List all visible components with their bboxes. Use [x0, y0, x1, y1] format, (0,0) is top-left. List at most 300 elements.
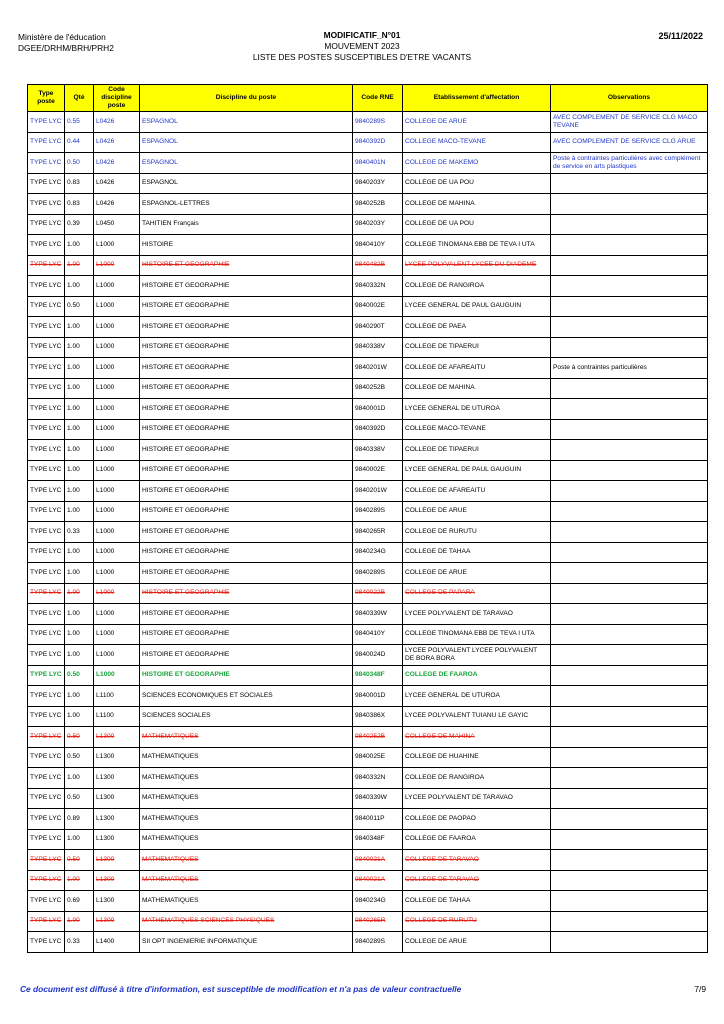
cell-type: TYPE LYC [28, 583, 65, 604]
cell-etablissement: COLLEGE DE MAHINA [403, 378, 551, 399]
table-row [28, 829, 708, 850]
cell-discipline: ESPAGNOL [140, 153, 353, 174]
cell-etablissement: COLLEGE DE RANGIROA [403, 276, 551, 297]
cell-rne: 9840338V [353, 440, 403, 461]
table-row [28, 727, 708, 748]
cell-code: L1000 [94, 583, 140, 604]
table-row [28, 214, 708, 235]
cell-etablissement: COLLEGE DE AFAREAITU [403, 481, 551, 502]
cell-observations [551, 932, 708, 953]
cell-qte: 1.00 [65, 563, 94, 584]
cell-rne: 9840290T [353, 317, 403, 338]
cell-discipline: HISTOIRE ET GEOGRAPHIE [140, 542, 353, 563]
cell-discipline: HISTOIRE ET GEOGRAPHIE [140, 440, 353, 461]
cell-qte: 1.00 [65, 870, 94, 891]
cell-observations: AVEC COMPLEMENT DE SERVICE CLG ARUE [551, 132, 708, 153]
cell-type: TYPE LYC [28, 891, 65, 912]
cell-rne: 9840410Y [353, 624, 403, 645]
cell-etablissement: LYCEE POLYVALENT LYCEE POLYVALENT DE BORA BORA [403, 645, 551, 666]
cell-code: L1000 [94, 317, 140, 338]
table-row [28, 378, 708, 399]
header-titles [0, 30, 724, 63]
cell-discipline: HISTOIRE ET GEOGRAPHIE [140, 645, 353, 666]
cell-qte: 0.69 [65, 891, 94, 912]
cell-discipline: HISTOIRE ET GEOGRAPHIE [140, 276, 353, 297]
cell-type: TYPE LYC [28, 378, 65, 399]
cell-code: L1000 [94, 645, 140, 666]
cell-observations [551, 235, 708, 256]
cell-type: TYPE LYC [28, 563, 65, 584]
table-row [28, 583, 708, 604]
cell-code: L1000 [94, 399, 140, 420]
column-header-code-discipline: Code discipline poste [94, 85, 140, 112]
cell-type: TYPE LYC [28, 460, 65, 481]
cell-rne: 9840203Y [353, 214, 403, 235]
cell-code: L1300 [94, 891, 140, 912]
cell-rne: 9840234G [353, 542, 403, 563]
cell-code: L1300 [94, 747, 140, 768]
table-row [28, 194, 708, 215]
cell-qte: 1.00 [65, 399, 94, 420]
cell-code: L1300 [94, 727, 140, 748]
cell-code: L1000 [94, 460, 140, 481]
cell-etablissement: COLLEGE DE ARUE [403, 112, 551, 133]
cell-rne: 9840002E [353, 296, 403, 317]
column-header-qte: Qté [65, 85, 94, 112]
cell-rne: 9840289S [353, 932, 403, 953]
cell-code: L0426 [94, 153, 140, 174]
cell-discipline: MATHEMATIQUES [140, 829, 353, 850]
cell-observations [551, 460, 708, 481]
cell-discipline: MATHEMATIQUES [140, 747, 353, 768]
table-row [28, 337, 708, 358]
page-number: 7/9 [694, 984, 706, 994]
cell-etablissement: COLLEGE DE PAOPAO [403, 809, 551, 830]
table-row [28, 481, 708, 502]
cell-type: TYPE LYC [28, 276, 65, 297]
cell-observations [551, 276, 708, 297]
table-row [28, 850, 708, 871]
cell-qte: 1.00 [65, 440, 94, 461]
cell-rne: 9840234G [353, 891, 403, 912]
cell-type: TYPE LYC [28, 112, 65, 133]
cell-qte: 0.50 [65, 665, 94, 686]
table-row [28, 440, 708, 461]
cell-rne: 9840401N [353, 153, 403, 174]
list-title: LISTE DES POSTES SUSCEPTIBLES D'ETRE VACANTS [252, 52, 472, 62]
cell-type: TYPE LYC [28, 870, 65, 891]
cell-etablissement: COLLEGE DE RURUTU [403, 911, 551, 932]
cell-qte: 0.55 [65, 112, 94, 133]
department-code: DGEE/DRHM/BRH/PRH2 [18, 43, 114, 53]
cell-qte: 1.00 [65, 337, 94, 358]
cell-observations [551, 481, 708, 502]
cell-code: L1000 [94, 378, 140, 399]
cell-code: L1000 [94, 358, 140, 379]
cell-rne: 9840289S [353, 501, 403, 522]
cell-qte: 0.83 [65, 173, 94, 194]
cell-rne: 9840392D [353, 419, 403, 440]
cell-qte: 0.50 [65, 153, 94, 174]
cell-type: TYPE LYC [28, 788, 65, 809]
cell-rne: 9840201W [353, 358, 403, 379]
cell-type: TYPE LYC [28, 153, 65, 174]
cell-qte: 1.00 [65, 706, 94, 727]
table-row [28, 706, 708, 727]
cell-rne: 9840025E [353, 747, 403, 768]
cell-rne: 9840022B [353, 583, 403, 604]
table-row [28, 768, 708, 789]
cell-rne: 9840332N [353, 276, 403, 297]
cell-etablissement: COLLEGE DE TARAVAO [403, 850, 551, 871]
cell-rne: 9840386X [353, 706, 403, 727]
cell-discipline: ESPAGNOL-LETTRES [140, 194, 353, 215]
cell-code: L1000 [94, 337, 140, 358]
cell-qte: 0.83 [65, 194, 94, 215]
cell-qte: 1.00 [65, 481, 94, 502]
cell-discipline: MATHEMATIQUES SCIENCES PHYSIQUES [140, 911, 353, 932]
cell-type: TYPE LYC [28, 194, 65, 215]
table-header-row [28, 85, 708, 112]
cell-etablissement: COLLEGE DE FAAROA [403, 829, 551, 850]
cell-qte: 0.33 [65, 932, 94, 953]
cell-rne: 9840289S [353, 112, 403, 133]
cell-code: L1100 [94, 706, 140, 727]
table-row [28, 235, 708, 256]
column-header-code-rne: Code RNE [353, 85, 403, 112]
cell-discipline: HISTOIRE ET GEOGRAPHIE [140, 583, 353, 604]
cell-observations [551, 850, 708, 871]
cell-rne: 9840252B [353, 378, 403, 399]
cell-etablissement: COLLEGE DE TAHAA [403, 542, 551, 563]
cell-observations [551, 419, 708, 440]
document-title: MODIFICATIF_N°01 [323, 30, 401, 40]
table-row [28, 891, 708, 912]
cell-type: TYPE LYC [28, 173, 65, 194]
cell-rne: 9840001D [353, 686, 403, 707]
cell-qte: 0.50 [65, 788, 94, 809]
cell-qte: 1.00 [65, 358, 94, 379]
cell-type: TYPE LYC [28, 501, 65, 522]
cell-etablissement: COLLEGE DE TIPAERUI [403, 440, 551, 461]
table-row [28, 624, 708, 645]
cell-discipline: HISTOIRE ET GEOGRAPHIE [140, 399, 353, 420]
cell-observations [551, 706, 708, 727]
cell-discipline: HISTOIRE [140, 235, 353, 256]
cell-rne: 9840252B [353, 727, 403, 748]
cell-qte: 1.00 [65, 911, 94, 932]
cell-observations [551, 809, 708, 830]
cell-observations [551, 542, 708, 563]
table-row [28, 399, 708, 420]
cell-observations [551, 624, 708, 645]
cell-type: TYPE LYC [28, 337, 65, 358]
cell-discipline: HISTOIRE ET GEOGRAPHIE [140, 255, 353, 276]
cell-qte: 0.50 [65, 727, 94, 748]
cell-discipline: SII OPT INGENIERIE INFORMATIQUE [140, 932, 353, 953]
cell-observations [551, 911, 708, 932]
cell-code: L1000 [94, 255, 140, 276]
cell-type: TYPE LYC [28, 542, 65, 563]
cell-etablissement: COLLEGE DE TIPAERUI [403, 337, 551, 358]
cell-etablissement: COLLEGE DE ARUE [403, 563, 551, 584]
cell-type: TYPE LYC [28, 399, 65, 420]
cell-etablissement: COLLEGE DE ARUE [403, 932, 551, 953]
cell-rne: 9840002E [353, 460, 403, 481]
cell-etablissement: LYCEE POLYVALENT LYCEE DU DIADEME [403, 255, 551, 276]
cell-qte: 1.00 [65, 604, 94, 625]
table-row [28, 870, 708, 891]
column-header-etablissement: Etablissement d'affectation [403, 85, 551, 112]
cell-rne: 9840011P [353, 809, 403, 830]
cell-type: TYPE LYC [28, 132, 65, 153]
table-row [28, 665, 708, 686]
cell-type: TYPE LYC [28, 235, 65, 256]
cell-discipline: HISTOIRE ET GEOGRAPHIE [140, 522, 353, 543]
cell-rne: 9840203Y [353, 173, 403, 194]
cell-qte: 0.89 [65, 809, 94, 830]
cell-discipline: MATHEMATIQUES [140, 727, 353, 748]
cell-qte: 1.00 [65, 645, 94, 666]
cell-etablissement: COLLEGE DE RANGIROA [403, 768, 551, 789]
cell-code: L1300 [94, 768, 140, 789]
cell-type: TYPE LYC [28, 522, 65, 543]
cell-code: L0426 [94, 194, 140, 215]
cell-etablissement: COLLEGE DE TARAVAO [403, 870, 551, 891]
cell-type: TYPE LYC [28, 665, 65, 686]
cell-observations [551, 522, 708, 543]
cell-observations [551, 501, 708, 522]
cell-rne: 9840021A [353, 870, 403, 891]
cell-qte: 0.50 [65, 747, 94, 768]
cell-code: L1000 [94, 522, 140, 543]
cell-etablissement: COLLEGE DE ARUE [403, 501, 551, 522]
cell-discipline: HISTOIRE ET GEOGRAPHIE [140, 501, 353, 522]
cell-discipline: ESPAGNOL [140, 112, 353, 133]
table-row [28, 112, 708, 133]
cell-observations [551, 296, 708, 317]
cell-etablissement: COLLEGE DE UA POU [403, 214, 551, 235]
table-row [28, 460, 708, 481]
cell-type: TYPE LYC [28, 932, 65, 953]
cell-rne: 9840332N [353, 768, 403, 789]
cell-observations: Poste à contraintes particulières avec complément de service en arts plastiques [551, 153, 708, 174]
cell-discipline: HISTOIRE ET GEOGRAPHIE [140, 481, 353, 502]
cell-qte: 1.00 [65, 624, 94, 645]
cell-observations [551, 440, 708, 461]
cell-etablissement: LYCEE GENERAL DE UTUROA [403, 399, 551, 420]
cell-etablissement: COLLEGE DE RURUTU [403, 522, 551, 543]
cell-observations [551, 727, 708, 748]
cell-observations [551, 665, 708, 686]
cell-type: TYPE LYC [28, 358, 65, 379]
cell-type: TYPE LYC [28, 481, 65, 502]
cell-code: L0426 [94, 173, 140, 194]
cell-observations [551, 317, 708, 338]
cell-observations [551, 399, 708, 420]
cell-discipline: HISTOIRE ET GEOGRAPHIE [140, 358, 353, 379]
cell-code: L1300 [94, 809, 140, 830]
cell-discipline: MATHEMATIQUES [140, 768, 353, 789]
table-row [28, 132, 708, 153]
cell-code: L1000 [94, 419, 140, 440]
cell-etablissement: LYCEE POLYVALENT DE TARAVAO [403, 604, 551, 625]
table-row [28, 563, 708, 584]
cell-observations [551, 645, 708, 666]
cell-observations: AVEC COMPLEMENT DE SERVICE CLG MACO TEVANE [551, 112, 708, 133]
cell-code: L1000 [94, 440, 140, 461]
cell-type: TYPE LYC [28, 645, 65, 666]
cell-rne: 9840001D [353, 399, 403, 420]
cell-etablissement: COLLEGE DE AFAREAITU [403, 358, 551, 379]
table-row [28, 255, 708, 276]
table-row [28, 686, 708, 707]
cell-rne: 9840392D [353, 132, 403, 153]
table-row [28, 911, 708, 932]
table-row [28, 645, 708, 666]
document-date: 25/11/2022 [658, 31, 703, 41]
cell-code: L1000 [94, 563, 140, 584]
cell-rne: 9840024D [353, 645, 403, 666]
cell-code: L1300 [94, 829, 140, 850]
cell-type: TYPE LYC [28, 911, 65, 932]
cell-rne: 9840252B [353, 194, 403, 215]
cell-discipline: SCIENCES ECONOMIQUES ET SOCIALES [140, 686, 353, 707]
cell-type: TYPE LYC [28, 727, 65, 748]
cell-etablissement: COLLEGE DE MAHINA [403, 727, 551, 748]
cell-rne: 9840338V [353, 337, 403, 358]
cell-code: L1000 [94, 542, 140, 563]
cell-qte: 0.39 [65, 214, 94, 235]
cell-etablissement: COLLEGE DE HUAHINE [403, 747, 551, 768]
cell-discipline: ESPAGNOL [140, 132, 353, 153]
cell-etablissement: COLLEGE MACO-TEVANE [403, 132, 551, 153]
cell-discipline: HISTOIRE ET GEOGRAPHIE [140, 604, 353, 625]
cell-etablissement: COLLEGE MACO-TEVANE [403, 419, 551, 440]
table-row [28, 747, 708, 768]
cell-qte: 1.00 [65, 460, 94, 481]
cell-discipline: SCIENCES SOCIALES [140, 706, 353, 727]
table-row [28, 317, 708, 338]
cell-etablissement: LYCEE GENERAL DE UTUROA [403, 686, 551, 707]
cell-qte: 1.00 [65, 583, 94, 604]
cell-type: TYPE LYC [28, 686, 65, 707]
cell-observations [551, 255, 708, 276]
cell-discipline: MATHEMATIQUES [140, 891, 353, 912]
table-row [28, 604, 708, 625]
cell-etablissement: LYCEE GENERAL DE PAUL GAUGUIN [403, 296, 551, 317]
cell-observations [551, 747, 708, 768]
cell-code: L0426 [94, 132, 140, 153]
cell-observations [551, 563, 708, 584]
cell-type: TYPE LYC [28, 604, 65, 625]
cell-code: L1400 [94, 932, 140, 953]
table-row [28, 522, 708, 543]
cell-rne: 9840410Y [353, 235, 403, 256]
cell-qte: 1.00 [65, 419, 94, 440]
cell-observations [551, 686, 708, 707]
cell-code: L1000 [94, 604, 140, 625]
cell-code: L1000 [94, 276, 140, 297]
table-row [28, 173, 708, 194]
cell-rne: 9840289S [353, 563, 403, 584]
table-row [28, 276, 708, 297]
cell-etablissement: LYCEE POLYVALENT DE TARAVAO [403, 788, 551, 809]
cell-discipline: HISTOIRE ET GEOGRAPHIE [140, 624, 353, 645]
column-header-discipline: Discipline du poste [140, 85, 353, 112]
cell-discipline: HISTOIRE ET GEOGRAPHIE [140, 419, 353, 440]
cell-etablissement: COLLEGE DE PAPARA [403, 583, 551, 604]
cell-code: L1300 [94, 788, 140, 809]
cell-qte: 1.00 [65, 235, 94, 256]
table-row [28, 501, 708, 522]
cell-rne: 9840265R [353, 522, 403, 543]
cell-etablissement: COLLEGE DE MAKEMO [403, 153, 551, 174]
cell-rne: 9840201W [353, 481, 403, 502]
cell-observations [551, 194, 708, 215]
table-row [28, 153, 708, 174]
cell-qte: 0.50 [65, 296, 94, 317]
cell-observations: Poste à contraintes particulières [551, 358, 708, 379]
cell-qte: 1.00 [65, 542, 94, 563]
cell-discipline: HISTOIRE ET GEOGRAPHIE [140, 337, 353, 358]
cell-discipline: MATHEMATIQUES [140, 809, 353, 830]
table-row [28, 419, 708, 440]
cell-code: L1300 [94, 870, 140, 891]
cell-discipline: MATHEMATIQUES [140, 850, 353, 871]
cell-rne: 9840348F [353, 829, 403, 850]
cell-qte: 1.00 [65, 768, 94, 789]
cell-etablissement: COLLEGE DE TAHAA [403, 891, 551, 912]
document-subtitle: MOUVEMENT 2023 [324, 41, 400, 51]
cell-code: L1300 [94, 911, 140, 932]
cell-observations [551, 891, 708, 912]
table-row [28, 358, 708, 379]
cell-code: L1000 [94, 235, 140, 256]
table-row [28, 296, 708, 317]
table-row [28, 788, 708, 809]
cell-type: TYPE LYC [28, 214, 65, 235]
cell-rne: 9840339W [353, 604, 403, 625]
cell-type: TYPE LYC [28, 850, 65, 871]
cell-observations [551, 173, 708, 194]
cell-discipline: MATHEMATIQUES [140, 870, 353, 891]
cell-observations [551, 604, 708, 625]
cell-rne: 9840482B [353, 255, 403, 276]
cell-observations [551, 768, 708, 789]
cell-qte: 1.00 [65, 276, 94, 297]
cell-rne: 9840021A [353, 850, 403, 871]
cell-etablissement: LYCEE POLYVALENT TUIANU LE GAYIC [403, 706, 551, 727]
cell-qte: 1.00 [65, 317, 94, 338]
cell-type: TYPE LYC [28, 829, 65, 850]
cell-observations [551, 378, 708, 399]
cell-etablissement: COLLEGE DE UA POU [403, 173, 551, 194]
cell-discipline: HISTOIRE ET GEOGRAPHIE [140, 378, 353, 399]
table-row [28, 542, 708, 563]
cell-code: L1300 [94, 850, 140, 871]
cell-observations [551, 583, 708, 604]
cell-discipline: HISTOIRE ET GEOGRAPHIE [140, 665, 353, 686]
cell-qte: 1.00 [65, 255, 94, 276]
cell-discipline: TAHITIEN Français [140, 214, 353, 235]
column-header-observations: Observations [551, 85, 708, 112]
cell-type: TYPE LYC [28, 255, 65, 276]
table-row [28, 809, 708, 830]
cell-observations [551, 870, 708, 891]
ministry-name: Ministère de l'éducation [18, 32, 106, 42]
cell-code: L1000 [94, 296, 140, 317]
